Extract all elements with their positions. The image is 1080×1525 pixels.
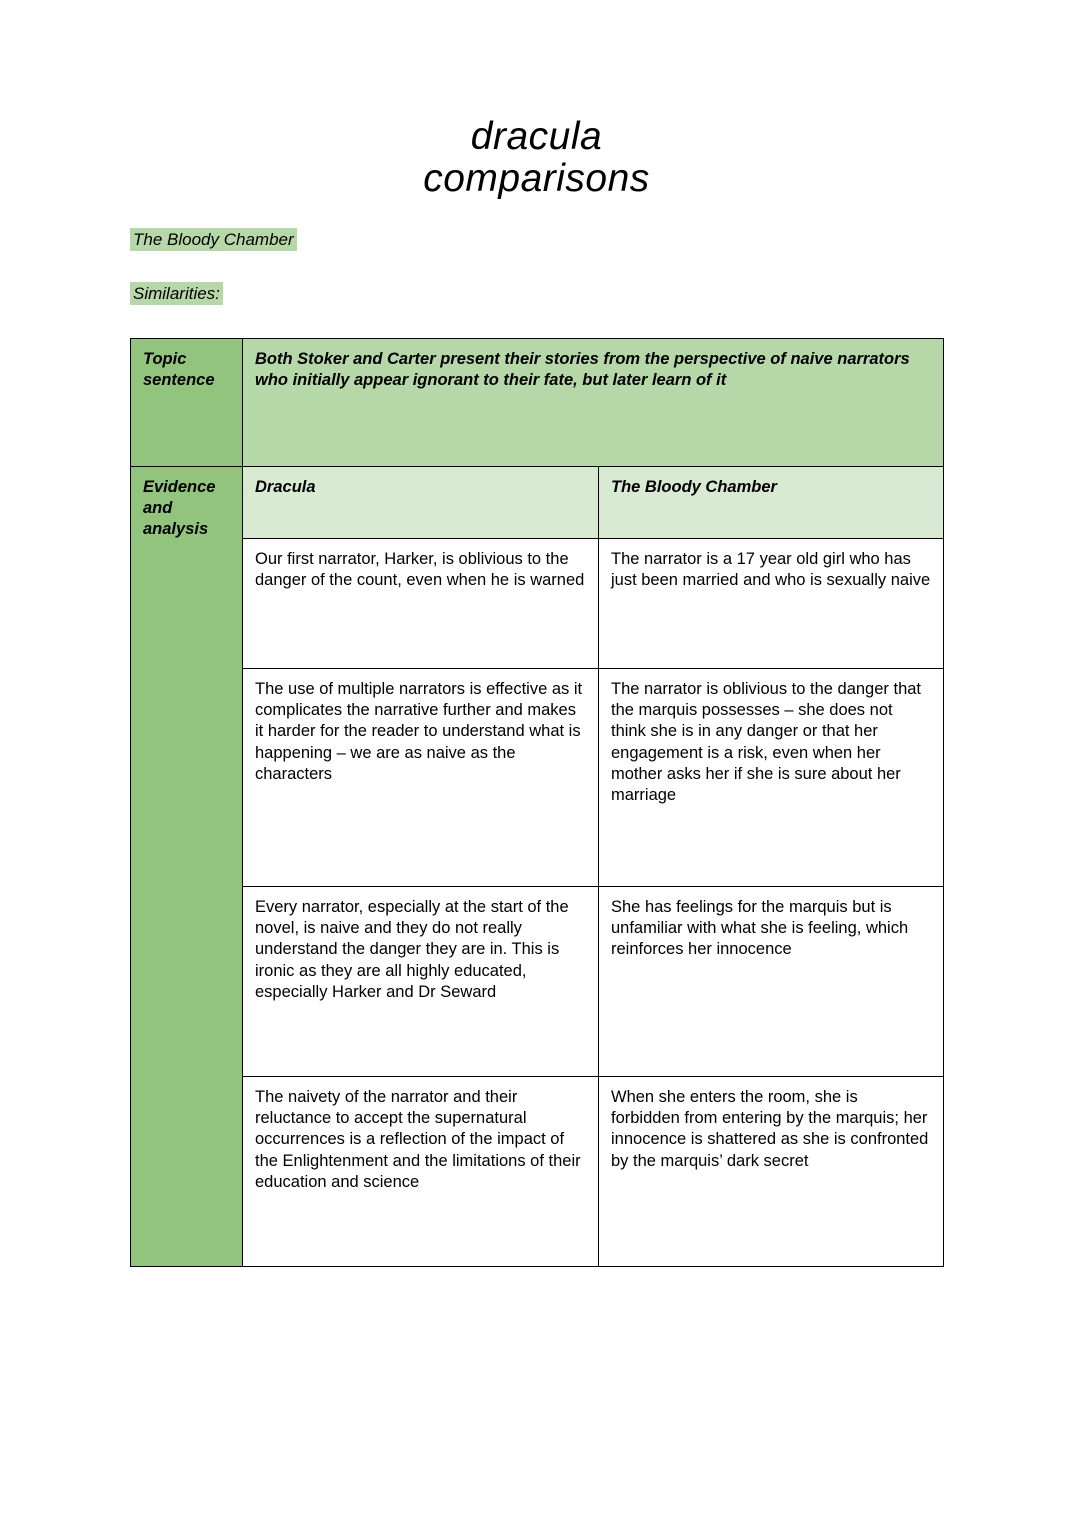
dracula-cell-2: The use of multiple narrators is effective as it complicates the narrative further and makes it harder for the reader to understand what is happening – we are as naive as the characters [243,669,599,887]
dracula-header-cell: Dracula [243,467,599,539]
bloody-chamber-cell-4: When she enters the room, she is forbidden from entering by the marquis; her innocence is shattered as she is confronted by the marquis’ dark secret [599,1077,944,1267]
evidence-label-cell: Evidence and analysis [131,467,243,1267]
section-heading-text: The Bloody Chamber [130,228,297,251]
topic-sentence-label-cell: Topic sentence [131,339,243,467]
document-title-line-2: comparisons [423,157,650,201]
table-row [131,887,944,1077]
section-heading [130,230,943,250]
table-row [131,1077,944,1267]
similarities-heading [130,284,943,304]
table-row [131,669,944,887]
document-title [130,116,943,200]
bloody-chamber-cell-3: She has feelings for the marquis but is unfamiliar with what she is feeling, which reinforces her innocence [599,887,944,1077]
dracula-cell-3: Every narrator, especially at the start of the novel, is naive and they do not really understand the danger they are in. This is ironic as they are all highly educated, especially Harker and Dr Seward [243,887,599,1077]
bloody-chamber-cell-2: The narrator is oblivious to the danger that the marquis possesses – she does not think she is in any danger or that her engagement is a risk, even when her mother asks her if she is sure about her marriage [599,669,944,887]
similarities-heading-text: Similarities: [130,282,223,305]
comparison-table [130,338,944,1267]
dracula-cell-4: The naivety of the narrator and their reluctance to accept the supernatural occurrences is a reflection of the impact of the Enlightenment and the limitations of their education and science [243,1077,599,1267]
topic-sentence-cell: Both Stoker and Carter present their stories from the perspective of naive narrators who initially appear ignorant to their fate, but later learn of it [243,339,944,467]
document-title-line-1: dracula [470,115,603,158]
table-row [131,539,944,669]
dracula-cell-1: Our first narrator, Harker, is oblivious to the danger of the count, even when he is warned [243,539,599,669]
bloody-chamber-cell-1: The narrator is a 17 year old girl who has just been married and who is sexually naive [599,539,944,669]
bloody-chamber-header-cell: The Bloody Chamber [599,467,944,539]
